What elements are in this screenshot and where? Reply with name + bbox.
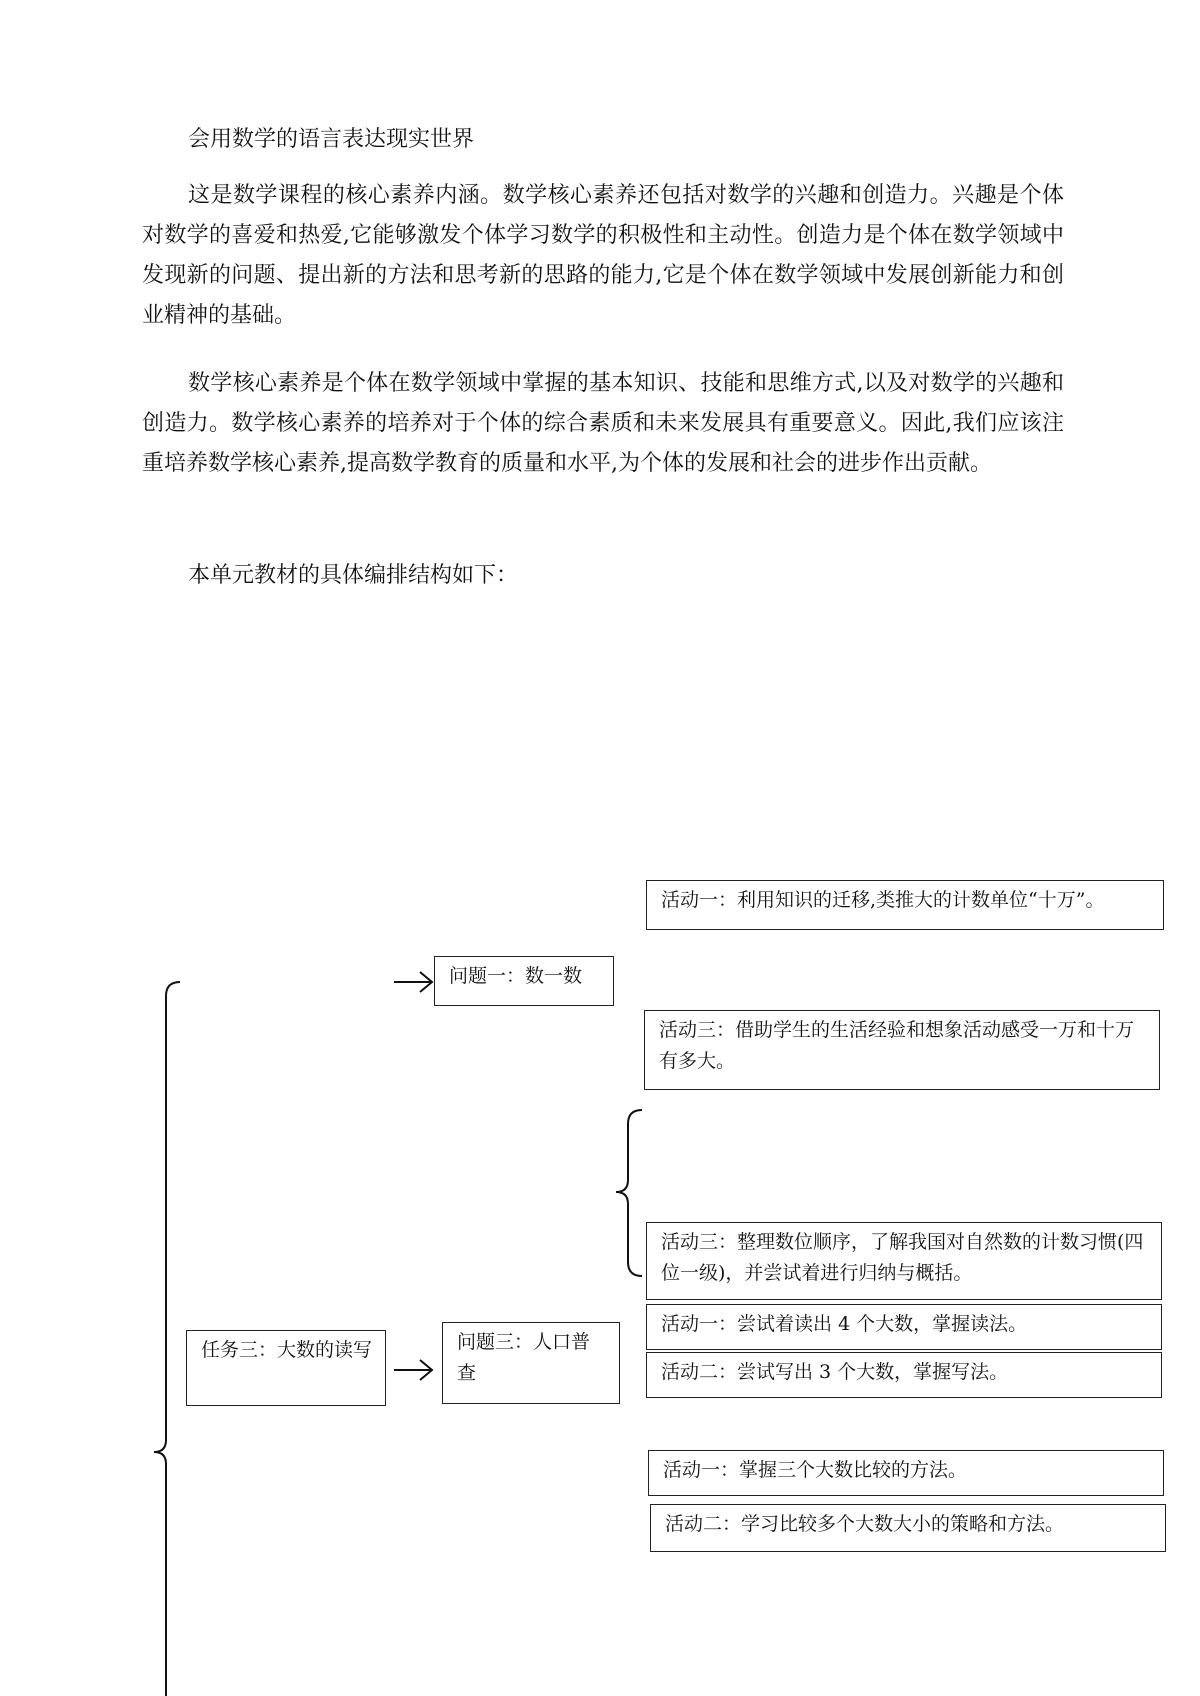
activity-compare-1-box: 活动一：掌握三个大数比较的方法。: [648, 1450, 1164, 1496]
paragraph-structure-intro: 本单元教材的具体编排结构如下：: [188, 563, 519, 588]
paragraph-cultivation: 数学核心素养是个体在数学领域中掌握的基本知识、技能和思维方式,以及对数学的兴趣和创造力。数学核心素养的培养对于个体的综合素质和未来发展具有重要意义。因此,我们应该注重培养数学核心素养,提高数学教育的质量和水平,为个体的发展和社会的进步作出贡献。: [142, 371, 1064, 476]
activity-top-3-box: 活动三：借助学生的生活经验和想象活动感受一万和十万有多大。: [644, 1010, 1160, 1090]
activity-write-box: 活动二：尝试写出 3 个大数，掌握写法。: [646, 1352, 1162, 1398]
activity-compare-2-box: 活动二：学习比较多个大数大小的策略和方法。: [650, 1504, 1166, 1552]
question-1-box: 问题一：数一数: [434, 956, 614, 1006]
main-brace: [154, 982, 180, 1696]
arrow-to-question-1: [394, 972, 432, 992]
heading-line: 会用数学的语言表达现实世界: [188, 127, 475, 152]
task-3-box: 任务三：大数的读写: [186, 1330, 386, 1406]
paragraph-core-literacy: 这是数学课程的核心素养内涵。数学核心素养还包括对数学的兴趣和创造力。兴趣是个体对数学的喜爱和热爱,它能够激发个体学习数学的积极性和主动性。创造力是个体在数学领域中发现新的问题、提出新的方法和思考新的思路的能力,它是个体在数学领域中发展创新能力和创业精神的基础。: [142, 183, 1064, 328]
question-3-box: 问题三：人口普查: [442, 1322, 620, 1404]
activity-mid-3-box: 活动三：整理数位顺序，了解我国对自然数的计数习惯(四位一级)，并尝试着进行归纳与概括。: [646, 1222, 1162, 1300]
sub-brace: [616, 1110, 642, 1276]
arrow-to-question-3: [394, 1360, 432, 1380]
activity-read-box: 活动一：尝试着读出 4 个大数，掌握读法。: [646, 1304, 1162, 1350]
activity-top-1-box: 活动一：利用知识的迁移,类推大的计数单位“十万”。: [646, 880, 1164, 930]
